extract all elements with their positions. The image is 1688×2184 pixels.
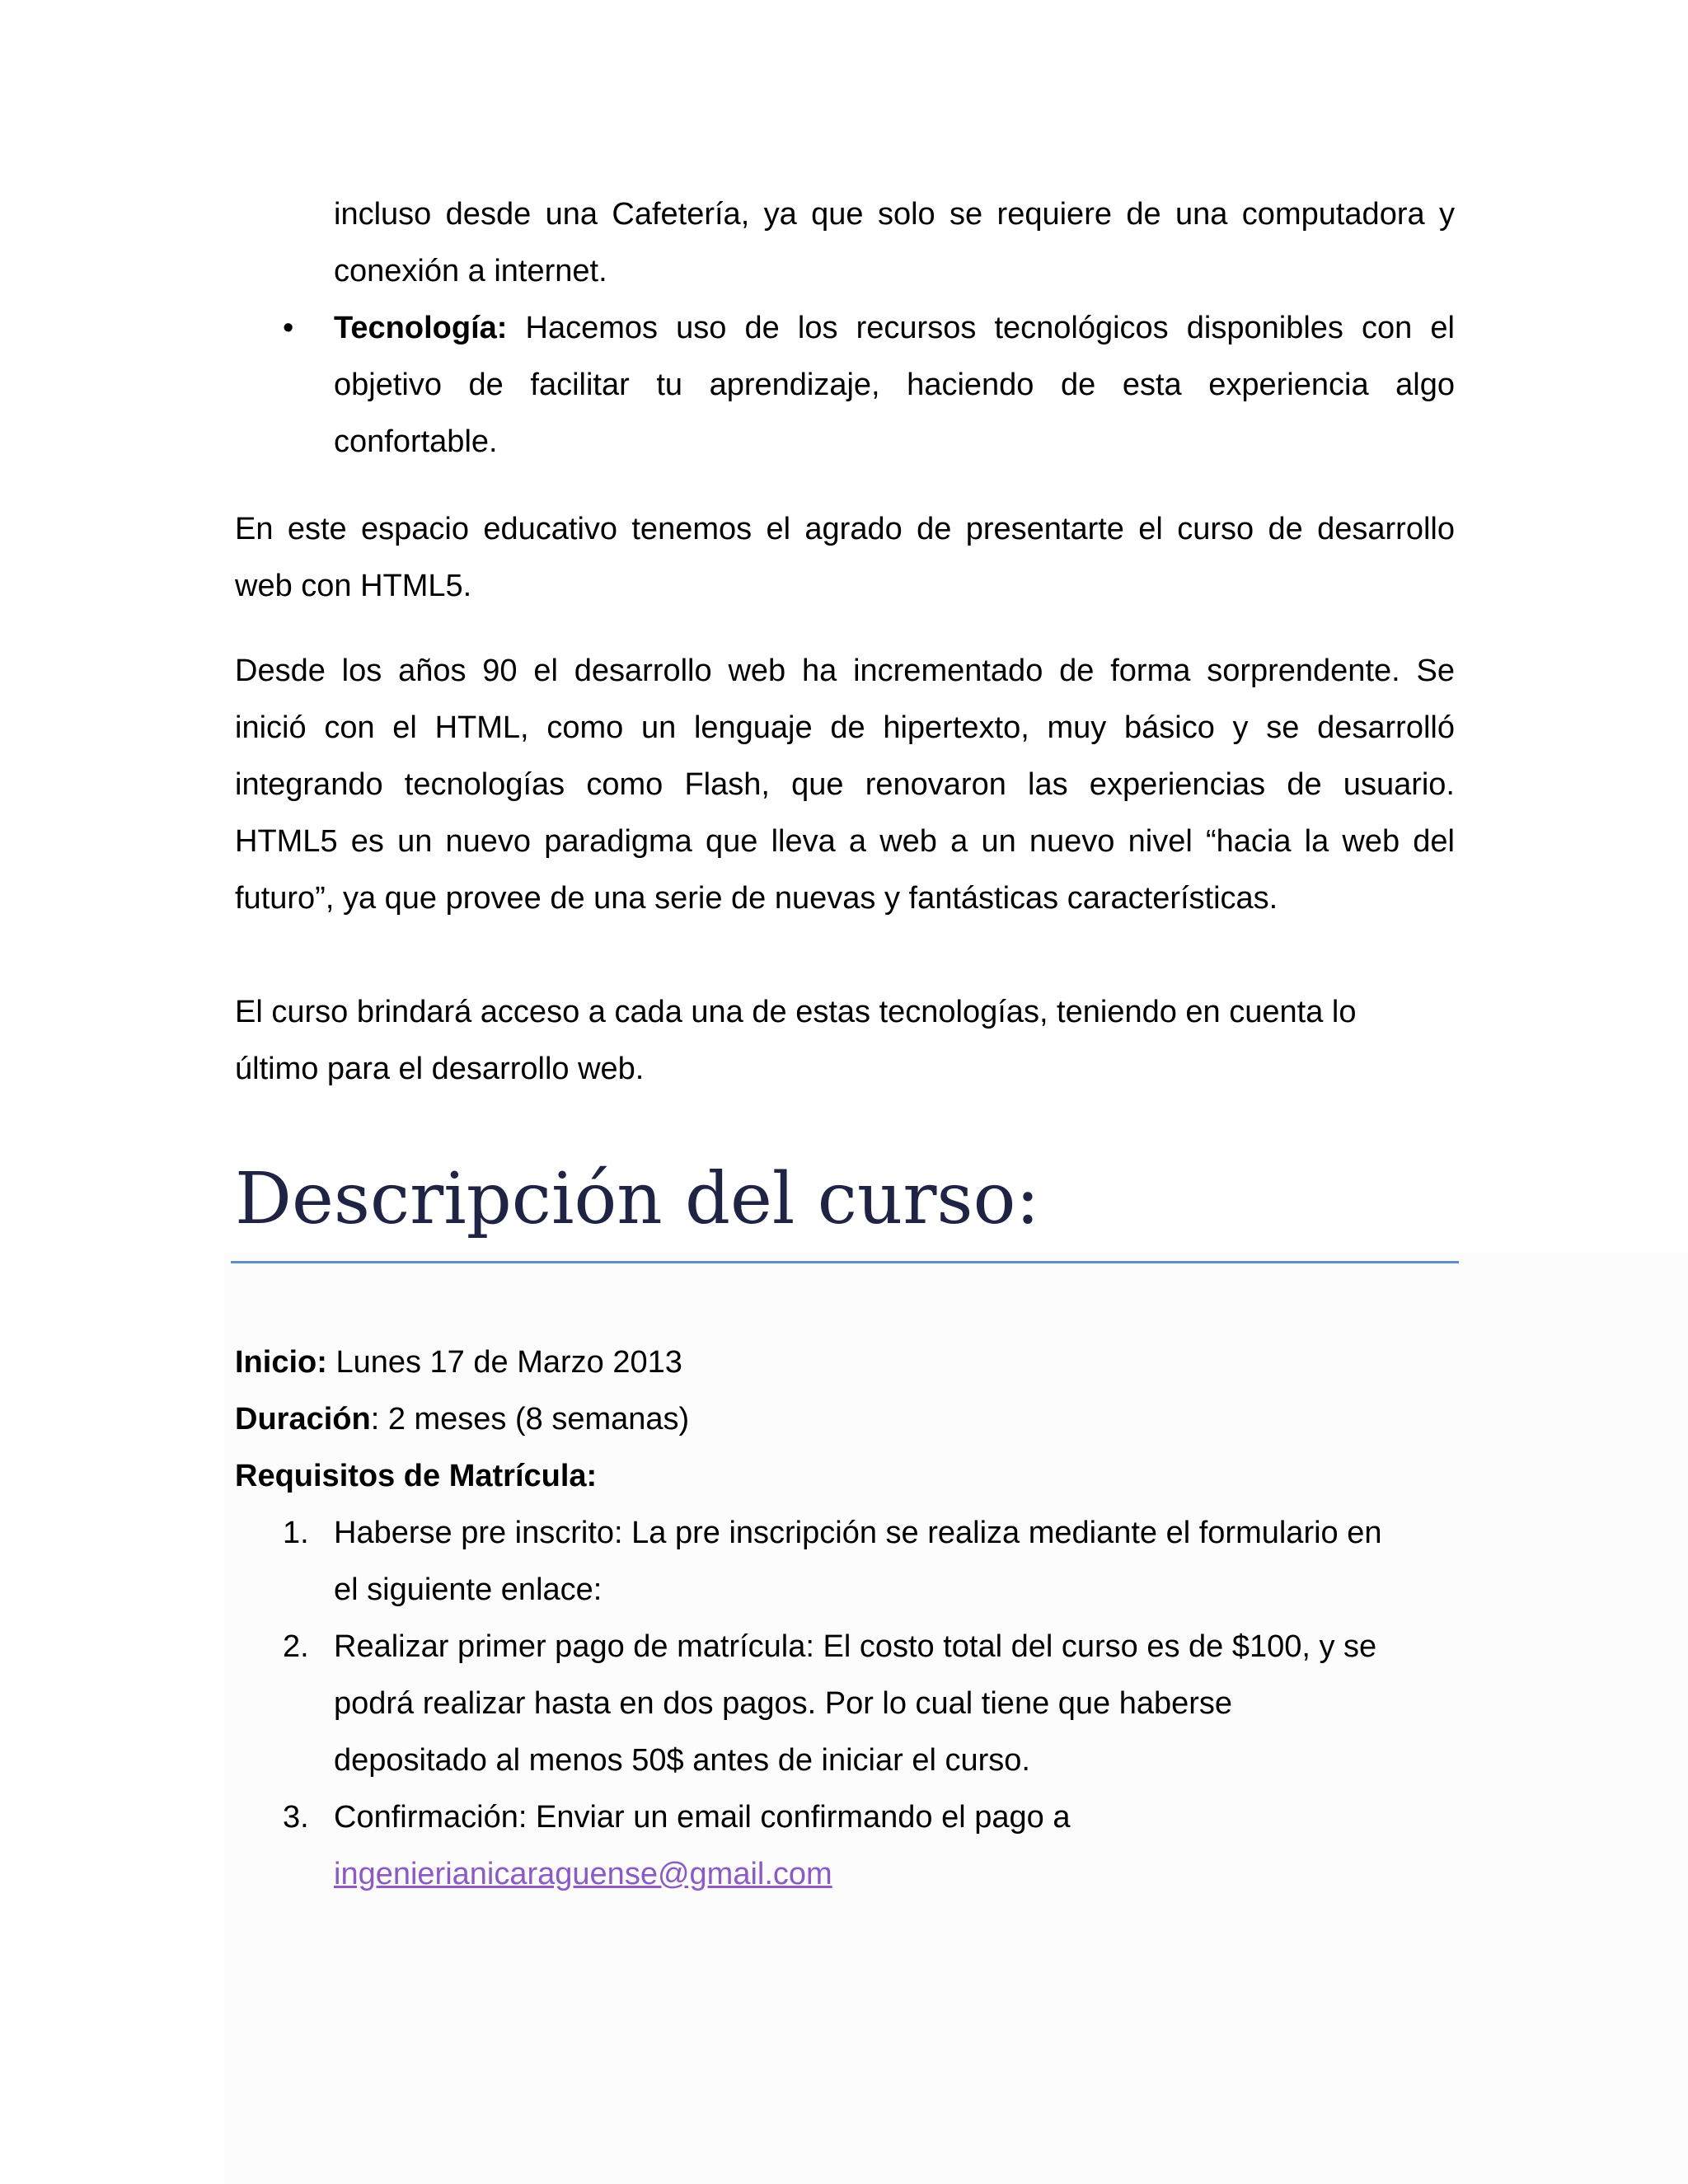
list-continuation-line: incluso desde una Cafetería, ya que solo se requiere de una computadora y bbox=[334, 197, 1455, 232]
email-link[interactable]: ingenierianicaraguense@gmail.com bbox=[334, 1857, 832, 1891]
list-item-tecnologia bbox=[334, 300, 1455, 358]
duracion-label: Duración bbox=[235, 1402, 371, 1436]
detail-inicio bbox=[235, 1334, 682, 1392]
list-number: 3. bbox=[283, 1800, 309, 1835]
duracion-value: : 2 meses (8 semanas) bbox=[370, 1402, 690, 1436]
paragraph-line: último para el desarrollo web. bbox=[235, 1052, 645, 1086]
bullet-icon: • bbox=[283, 311, 294, 345]
list-item-line: confortable. bbox=[334, 424, 498, 459]
list-item-line: objetivo de facilitar tu aprendizaje, haciendo de esta experiencia algo bbox=[334, 368, 1455, 402]
paragraph-line: HTML5 es un nuevo paradigma que lleva a web a un nuevo nivel “hacia la web del bbox=[235, 824, 1455, 859]
list-number: 1. bbox=[283, 1516, 309, 1550]
paragraph-line: Desde los años 90 el desarrollo web ha incrementado de forma sorprendente. Se bbox=[235, 654, 1455, 688]
requisitos-label: Requisitos de Matrícula: bbox=[235, 1459, 598, 1493]
email-line bbox=[334, 1846, 832, 1904]
section-heading: Descripción del curso: bbox=[235, 1158, 1040, 1240]
paragraph-line: En este espacio educativo tenemos el agrado de presentarte el curso de desarrollo bbox=[235, 512, 1455, 546]
inicio-value: Lunes 17 de Marzo 2013 bbox=[335, 1345, 682, 1380]
paragraph-line: web con HTML5. bbox=[235, 569, 472, 603]
requirement-item-line: el siguiente enlace: bbox=[334, 1572, 603, 1607]
requirement-item: Haberse pre inscrito: La pre inscripción se realiza mediante el formulario en bbox=[334, 1516, 1382, 1550]
list-number: 2. bbox=[283, 1629, 309, 1664]
paragraph-line: integrando tecnologías como Flash, que renovaron las experiencias de usuario. bbox=[235, 767, 1455, 802]
detail-duracion bbox=[235, 1391, 689, 1449]
heading-underline bbox=[231, 1261, 1459, 1263]
requirement-item-line: depositado al menos 50$ antes de iniciar el curso. bbox=[334, 1743, 1030, 1778]
tecnologia-label: Tecnología: bbox=[334, 311, 508, 345]
paragraph-line: futuro”, ya que provee de una serie de nuevas y fantásticas características. bbox=[235, 881, 1278, 916]
requirement-item-line: podrá realizar hasta en dos pagos. Por lo cual tiene que haberse bbox=[334, 1686, 1233, 1721]
tecnologia-text: Hacemos uso de los recursos tecnológicos disponibles con el bbox=[525, 311, 1456, 345]
requirement-item: Realizar primer pago de matrícula: El costo total del curso es de $100, y se bbox=[334, 1629, 1377, 1664]
inicio-label: Inicio: bbox=[235, 1345, 327, 1380]
list-continuation-line: conexión a internet. bbox=[334, 254, 607, 288]
requirement-item: Confirmación: Enviar un email confirmando el pago a bbox=[334, 1800, 1071, 1835]
paragraph-line: El curso brindará acceso a cada una de estas tecnologías, teniendo en cuenta lo bbox=[235, 995, 1357, 1029]
paragraph-line: inició con el HTML, como un lenguaje de hipertexto, muy básico y se desarrolló bbox=[235, 710, 1455, 745]
